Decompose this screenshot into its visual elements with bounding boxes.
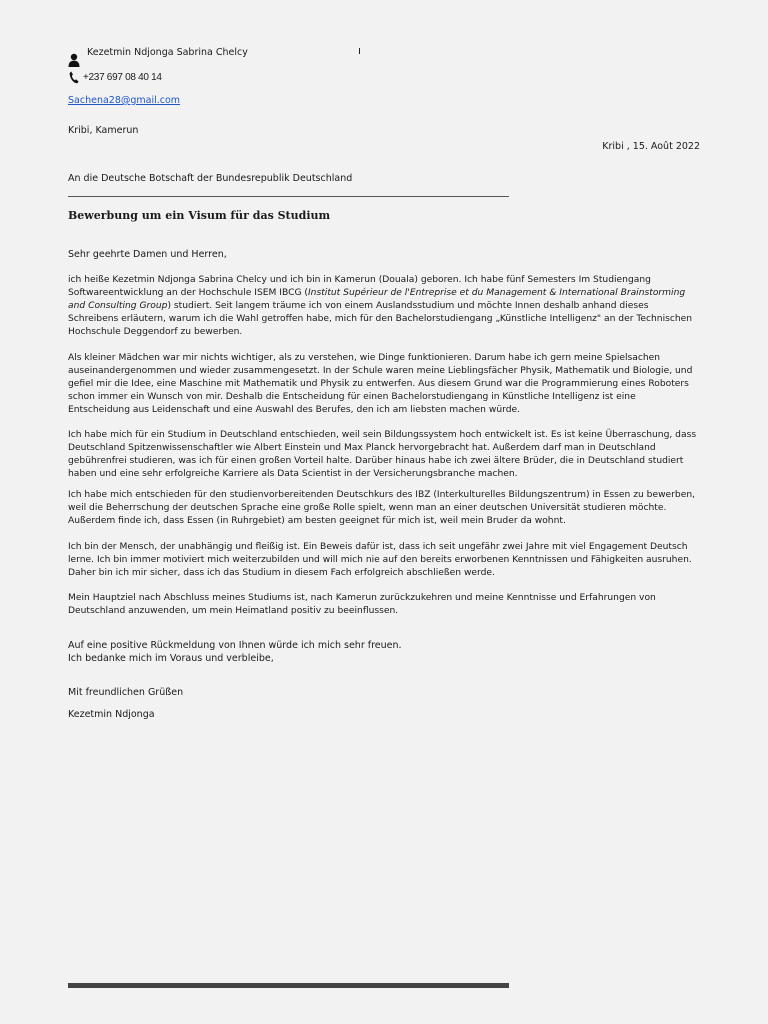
paragraph-1 bbox=[68, 274, 700, 339]
sender-phone: +237 697 08 40 14 bbox=[83, 72, 162, 83]
paragraph-1-institution: Institut Supérieur de l'Entreprise et du Management & International Brainstorming and Consulting Group bbox=[68, 287, 686, 311]
cursor-mark bbox=[359, 48, 360, 54]
divider-bottom bbox=[68, 983, 509, 988]
closing-line-2: Ich bedanke mich im Voraus und verbleibe, bbox=[68, 653, 274, 664]
date-line: Kribi , 15. Août 2022 bbox=[602, 141, 700, 152]
recipient: An die Deutsche Botschaft der Bundesrepublik Deutschland bbox=[68, 173, 353, 184]
divider-top bbox=[68, 196, 509, 197]
signature-name: Kezetmin Ndjonga bbox=[68, 709, 155, 720]
sender-location: Kribi, Kamerun bbox=[68, 125, 139, 136]
paragraph-1-part-a: ich heiße Kezetmin Ndjonga Sabrina Chelcy und ich bin in Kamerun (Douala) geboren. Ich habe fünf Semesters Im Studiengang Softwareentwicklung an der Hochschule ISEM IBCG ( bbox=[68, 275, 651, 298]
paragraph-6: Mein Hauptziel nach Abschluss meines Studiums ist, nach Kamerun zurückzukehren und meine Kenntnisse und Erfahrungen von Deutschland anzuwenden, um mein Heimatland positiv zu beeinflussen. bbox=[68, 593, 656, 616]
closing-line-1: Auf eine positive Rückmeldung von Ihnen würde ich mich sehr freuen. bbox=[68, 640, 402, 651]
person-icon bbox=[68, 53, 80, 67]
sender-email-link[interactable]: Sachena28@gmail.com bbox=[68, 95, 181, 106]
sender-name: Kezetmin Ndjonga Sabrina Chelcy bbox=[87, 47, 248, 58]
salutation: Sehr geehrte Damen und Herren, bbox=[68, 249, 227, 260]
paragraph-4: Ich habe mich entschieden für den studienvorbereitenden Deutschkurs des IBZ (Interkulturelles Bildungszentrum) in Essen zu bewerben, weil die Beherrschung der deutschen Sprache eine große Rolle spielt, wenn man an einer deutschen Universität studieren möchte. Außerdem finde ich, dass Essen (in Ruhrgebiet) am besten geeignet für mich ist, weil mein Bruder da wohnt. bbox=[68, 490, 696, 526]
closing-greeting: Mit freundlichen Grüßen bbox=[68, 687, 184, 698]
subject-line: Bewerbung um ein Visum für das Studium bbox=[68, 209, 331, 222]
paragraph-1-part-b: ) studiert. Seit langem träume ich von einem Auslandsstudium und möchte Innen deshalb anhand dieses Schreibens erläutern, warum ich die Wahl getroffen habe, mich für den Bachelorstudiengang „Künstliche Intelligenz" an der Technischen Hochschule Deggendorf zu bewerben. bbox=[68, 300, 693, 337]
phone-icon bbox=[69, 71, 79, 84]
paragraph-5: Ich bin der Mensch, der unabhängig und fleißig ist. Ein Beweis dafür ist, dass ich seit ungefähr zwei Jahre mit viel Engagement Deutsch lerne. Ich bin immer motiviert mich weiterzubilden und will mich nie auf den bereits erworbenen Kenntnissen und Fähigkeiten ausruhen. Daher bin ich mir sicher, dass ich das Studium in diesem Fach erfolgreich abschließen werde. bbox=[68, 542, 692, 578]
paragraph-2: Als kleiner Mädchen war mir nichts wichtiger, als zu verstehen, wie Dinge funktionieren. Darum habe ich gern meine Spielsachen auseinandergenommen und wieder zusammengesetzt. In der Schule waren meine Lieblingsfächer Physik, Mathematik und Biologie, und gefiel mir die Idee, eine Maschine mit Mathematik und Physik zu entwerfen. Aus diesem Grund war die Programmierung eines Roboters schon immer ein Wunsch von mir. Deshalb die Entscheidung für einen Bachelorstudiengang in Künstliche Intelligenz ist eine Entscheidung aus Leidenschaft und eine Auswahl des Berufes, den ich am liebsten machen würde. bbox=[68, 353, 693, 415]
paragraph-3: Ich habe mich für ein Studium in Deutschland entschieden, weil sein Bildungssystem hoch entwickelt ist. Es ist keine Überraschung, dass Deutschland Spitzenwissenschaftler wie Albert Einstein und Max Planck hervorgebracht hat. Außerdem darf man in Deutschland gebührenfrei studieren, was ich für einen großen Vorteil halte. Darüber hinaus habe ich zwei ältere Brüder, die in Deutschland studiert haben und eine sehr erfolgreiche Karriere als Data Scientist in der Versicherungsbranche machen. bbox=[68, 430, 697, 479]
